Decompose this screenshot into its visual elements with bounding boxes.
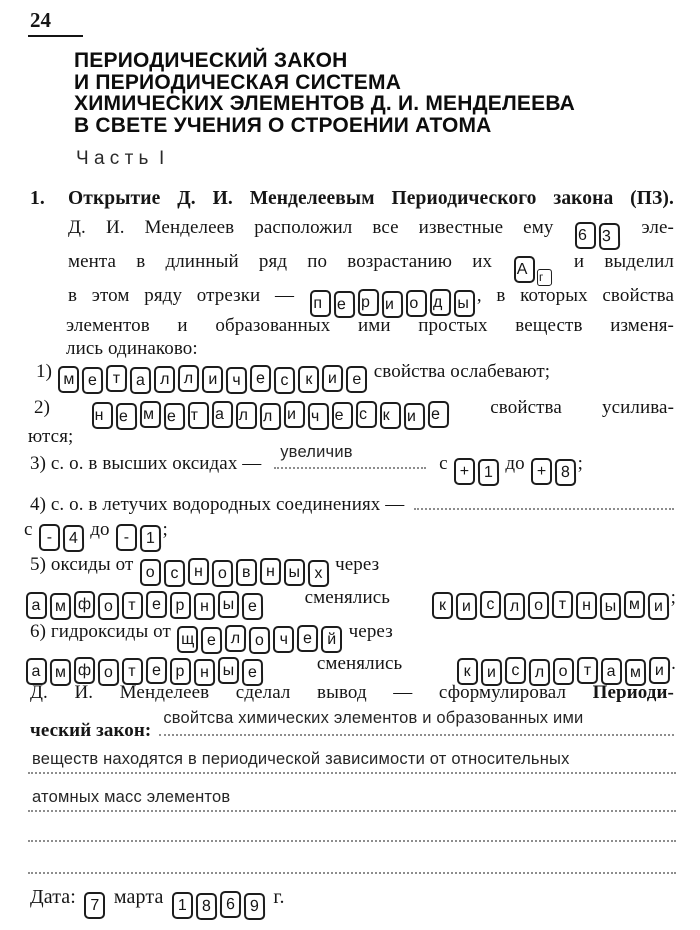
answer-boxes-day[interactable]	[83, 884, 107, 919]
answer-letter-box[interactable]: е	[201, 627, 222, 654]
answer-letter-box[interactable]: е	[241, 659, 262, 686]
answer-letter-box[interactable]: л	[259, 403, 280, 430]
task-number: 1.	[30, 188, 45, 209]
list-item-6	[30, 619, 393, 653]
answer-letter-box[interactable]: 6	[220, 891, 241, 918]
answer-letter-box[interactable]: к	[298, 366, 319, 393]
answer-letter-box[interactable]: т	[122, 658, 143, 685]
answer-letter-box[interactable]: о	[97, 593, 118, 620]
answer-boxes-minus4[interactable]	[37, 519, 85, 548]
item-number: 2)	[34, 397, 51, 418]
title-line: В СВЕТЕ УЧЕНИЯ О СТРОЕНИИ АТОМА	[74, 113, 492, 137]
answer-letter-box[interactable]: н	[193, 593, 214, 620]
list-item-3	[30, 443, 583, 485]
answer-letter-box[interactable]: л	[528, 659, 549, 686]
answer-letter-box[interactable]: и	[382, 291, 403, 318]
answer-box-ar[interactable]	[512, 251, 554, 285]
answer-letter-box[interactable]: н	[188, 558, 209, 585]
answer-letter-box[interactable]: м	[49, 593, 70, 620]
answer-letter-box[interactable]: е	[334, 291, 355, 318]
answer-letter-box[interactable]: ч	[273, 626, 294, 653]
item-number: 5)	[30, 554, 47, 575]
answer-letter-box[interactable]: и	[648, 593, 669, 620]
answer-letter-box[interactable]: л	[236, 402, 257, 429]
list-item-2	[34, 395, 674, 429]
list-item-4	[30, 488, 674, 518]
answer-letter-box[interactable]: е	[428, 401, 449, 428]
answer-letter-box[interactable]: е	[346, 366, 367, 393]
title-line: И ПЕРИОДИЧЕСКАЯ СИСТЕМА	[74, 70, 402, 94]
item-text: сменялись	[304, 587, 391, 608]
answer-letter-box[interactable]: л	[178, 365, 199, 392]
answer-letter-box[interactable]: т	[552, 591, 573, 618]
answer-letter-box[interactable]: 3	[599, 223, 620, 250]
answer-letter-box[interactable]: ч	[226, 367, 247, 394]
answer-letter-box[interactable]: о	[553, 658, 574, 685]
answer-letter-box[interactable]: е	[82, 367, 103, 394]
answer-letter-box[interactable]: к	[380, 402, 401, 429]
date-row	[30, 884, 285, 919]
intro-text: в этом ряду отрезки —	[68, 285, 295, 306]
item-number: 1)	[36, 361, 53, 382]
title-line: ПЕРИОДИЧЕСКИЙ ЗАКОН	[74, 49, 348, 72]
part-label: Ч а с т ь I	[76, 148, 165, 169]
answer-letter-box[interactable]: щ	[177, 626, 198, 653]
answer-boxes-metallicheskie[interactable]	[57, 361, 369, 390]
conclusion-line-2	[30, 710, 674, 744]
answer-boxes-63[interactable]	[573, 217, 621, 246]
answer-boxes-osnovnyh[interactable]	[138, 554, 330, 583]
answer-letter-box[interactable]: 4	[63, 525, 84, 552]
answer-letter-box[interactable]: 7	[84, 892, 105, 919]
answer-letter-box[interactable]: п	[310, 290, 331, 317]
answer-line[interactable]	[28, 850, 676, 874]
answer-letter-box[interactable]: и	[649, 657, 670, 684]
answer-boxes-plus1[interactable]	[453, 453, 501, 482]
list-item-1	[36, 359, 550, 393]
answer-letter-box[interactable]: е	[145, 591, 166, 618]
intro-line-3	[68, 283, 674, 317]
item-text: с. о. в высших оксидах —	[50, 453, 262, 474]
intro-text: мента в длинный ряд по возрастанию их	[68, 251, 493, 272]
item-text: с. о. в летучих водородных соединениях —	[50, 494, 405, 515]
answer-boxes-plus8[interactable]	[530, 453, 578, 482]
answer-letter-box[interactable]: о	[97, 659, 118, 686]
answer-letter-box[interactable]: о	[249, 627, 270, 654]
item-number: 3)	[30, 453, 47, 474]
answer-letter-box[interactable]: ы	[217, 591, 238, 618]
item-text: оксиды от	[50, 554, 134, 575]
answer-letter-box[interactable]: м	[624, 659, 645, 686]
answer-letter-box[interactable]: и	[403, 403, 424, 430]
handwritten-answer: атомных масс элементов	[32, 788, 231, 806]
answer-boxes-year[interactable]	[170, 884, 266, 919]
answer-letter-box[interactable]: е	[115, 403, 136, 430]
conclusion-label: ческий закон:	[30, 720, 152, 741]
answer-letter-box[interactable]: с	[480, 591, 501, 618]
answer-boxes-kislotnymi[interactable]	[431, 587, 671, 616]
answer-letter-box[interactable]: х	[308, 560, 329, 587]
answer-letter-box[interactable]: т	[188, 402, 209, 429]
answer-letter-box[interactable]: е	[163, 403, 184, 430]
item-text: свойства ослабевают;	[373, 361, 551, 382]
item-text: через	[348, 621, 393, 642]
answer-letter-box[interactable]: й	[321, 626, 342, 653]
conclusion-line-3	[28, 746, 676, 779]
page-number: 24	[28, 8, 83, 37]
answer-letter-box[interactable]: н	[260, 558, 281, 585]
answer-boxes-nemetallicheskie[interactable]	[90, 397, 450, 426]
answer-letter-box[interactable]: и	[284, 401, 305, 428]
date-label: Дата:	[30, 886, 76, 908]
answer-letter-box[interactable]: н	[193, 659, 214, 686]
answer-boxes-shchelochej[interactable]	[176, 621, 344, 650]
answer-letter-box[interactable]: ф	[73, 591, 94, 618]
answer-letter-box[interactable]: в	[236, 559, 257, 586]
answer-letter-box[interactable]: ы	[454, 290, 475, 317]
intro-line-1	[68, 215, 674, 249]
answer-letter-box[interactable]: с	[274, 367, 295, 394]
answer-letter-box[interactable]: 1	[478, 459, 499, 486]
intro-text: эле-	[641, 217, 674, 238]
answer-letter-box[interactable]: л	[225, 625, 246, 652]
conclusion-line-4	[28, 784, 676, 817]
answer-boxes-minus1[interactable]	[115, 519, 163, 548]
answer-letter-box[interactable]: т	[106, 365, 127, 392]
answer-letter-box-subscript[interactable]: г	[537, 269, 552, 286]
handwritten-answer: веществ находятся в периодической зависимости от относительных	[32, 750, 570, 768]
answer-letter-box[interactable]: +	[531, 458, 552, 485]
title-line: ХИМИЧЕСКИХ ЭЛЕМЕНТОВ Д. И. МЕНДЕЛЕЕВА	[74, 92, 576, 115]
intro-text: и выделил	[573, 251, 674, 272]
chapter-title	[74, 50, 575, 136]
answer-letter-box[interactable]: ы	[600, 593, 621, 620]
answer-letter-box[interactable]: с	[505, 657, 526, 684]
answer-line[interactable]	[28, 818, 676, 842]
answer-letter-box[interactable]: о	[212, 560, 233, 587]
task-heading: Открытие Д. И. Менделеевым Периодического закона (ПЗ).	[68, 188, 674, 209]
answer-letter-box[interactable]: ф	[73, 657, 94, 684]
conclusion-text: Д. И. Менделеев сделал вывод — сформулировал	[30, 682, 567, 703]
item-text: гидроксиды от	[50, 621, 171, 642]
intro-line-2	[68, 249, 674, 285]
item-number: 4)	[30, 494, 47, 515]
answer-letter-box[interactable]: к	[432, 592, 453, 619]
item-text: свойства усилива-	[490, 397, 675, 418]
answer-letter-box[interactable]: и	[480, 659, 501, 686]
answer-letter-box[interactable]: н	[576, 592, 597, 619]
item-text: ;	[670, 587, 676, 608]
answer-letter-box[interactable]: 9	[244, 893, 265, 920]
answer-letter-box[interactable]: а	[601, 658, 622, 685]
answer-line[interactable]	[274, 443, 426, 469]
answer-letter-box[interactable]: е	[297, 625, 318, 652]
intro-text: , в которых свойства	[476, 285, 674, 306]
answer-letter-box[interactable]: с	[164, 560, 185, 587]
answer-letter-box[interactable]: а	[26, 592, 47, 619]
answer-letter-box[interactable]: д	[430, 289, 451, 316]
answer-letter-box[interactable]: м	[624, 591, 645, 618]
answer-letter-box[interactable]: а	[26, 658, 47, 685]
item-text: ;	[162, 519, 168, 540]
answer-letter-box[interactable]: р	[170, 658, 191, 685]
list-item-5	[30, 552, 379, 586]
conclusion-line-1	[30, 680, 674, 706]
item-text: сменялись	[316, 653, 403, 674]
answer-letter-box[interactable]: -	[116, 524, 137, 551]
answer-letter-box[interactable]: ч	[307, 403, 328, 430]
item-number: 6)	[30, 621, 47, 642]
answer-letter-box[interactable]: р	[170, 592, 191, 619]
answer-letter-box[interactable]: е	[241, 593, 262, 620]
item-text: .	[671, 653, 676, 674]
answer-line[interactable]	[159, 710, 674, 736]
answer-letter-box[interactable]: а	[130, 367, 151, 394]
answer-letter-box[interactable]: ы	[217, 657, 238, 684]
intro-text: Д. И. Менделеев расположил все известные ему	[68, 217, 554, 238]
answer-letter-box[interactable]: м	[140, 401, 161, 428]
answer-letter-box[interactable]: о	[406, 290, 427, 317]
answer-letter-box[interactable]: 1	[140, 525, 161, 552]
answer-letter-box[interactable]: +	[454, 458, 475, 485]
answer-letter-box[interactable]: м	[58, 366, 79, 393]
answer-letter-box[interactable]: т	[122, 592, 143, 619]
handwritten-answer: свойтсва химических элементов и образованных ими	[163, 709, 584, 727]
answer-letter-box[interactable]: и	[322, 365, 343, 392]
answer-letter-box[interactable]: л	[504, 593, 525, 620]
answer-line[interactable]	[28, 784, 676, 812]
answer-letter-box[interactable]: л	[154, 366, 175, 393]
item-text: через	[335, 554, 380, 575]
answer-boxes-periody[interactable]	[309, 285, 477, 314]
answer-letter-box[interactable]: е	[250, 365, 271, 392]
item-text	[431, 585, 676, 619]
list-item-2-continuation: ются;	[28, 426, 74, 447]
handwritten-answer: увеличив	[280, 443, 353, 461]
item-text: с	[24, 519, 33, 540]
answer-letter-box[interactable]: о	[528, 592, 549, 619]
answer-letter-box[interactable]: 6	[575, 222, 596, 249]
answer-letter-box[interactable]: т	[577, 657, 598, 684]
answer-letter-box[interactable]: с	[356, 401, 377, 428]
item-text: с	[439, 453, 448, 474]
answer-letter-box[interactable]: и	[202, 366, 223, 393]
conclusion-text-bold: Периоди-	[592, 682, 674, 703]
answer-letter-box[interactable]: 1	[172, 892, 193, 919]
answer-letter-box[interactable]: -	[39, 524, 60, 551]
list-item-4-continuation	[24, 517, 168, 551]
answer-line[interactable]	[28, 746, 676, 774]
answer-letter-box[interactable]: а	[212, 401, 233, 428]
answer-letter-box[interactable]: е	[332, 402, 353, 429]
answer-letter-box[interactable]: о	[140, 559, 161, 586]
answer-letter-box[interactable]: 8	[555, 459, 576, 486]
answer-letter-box[interactable]: к	[457, 658, 478, 685]
answer-letter-box[interactable]: е	[145, 657, 166, 684]
item-text: до	[90, 519, 110, 540]
answer-boxes-amfoternye[interactable]	[24, 585, 264, 619]
date-suffix: г.	[273, 886, 285, 908]
intro-line-5: лись одинаково:	[66, 338, 198, 359]
answer-letter-box[interactable]: А	[514, 256, 535, 283]
answer-letter-box[interactable]: 8	[196, 893, 217, 920]
item-text	[30, 492, 404, 518]
answer-line[interactable]	[414, 488, 674, 510]
list-item-5-continuation	[24, 585, 676, 619]
answer-boxes-kislotami[interactable]	[455, 653, 671, 682]
answer-letter-box[interactable]: н	[92, 402, 113, 429]
date-month: марта	[113, 886, 164, 908]
item-text: до	[505, 453, 525, 474]
answer-letter-box[interactable]: и	[456, 593, 477, 620]
item-text: ;	[577, 453, 583, 474]
answer-letter-box[interactable]: ы	[284, 559, 305, 586]
answer-letter-box[interactable]: м	[49, 659, 70, 686]
answer-letter-box[interactable]: р	[358, 289, 379, 316]
intro-line-4: элементов и образованных ими простых веществ изменя-	[66, 315, 674, 336]
